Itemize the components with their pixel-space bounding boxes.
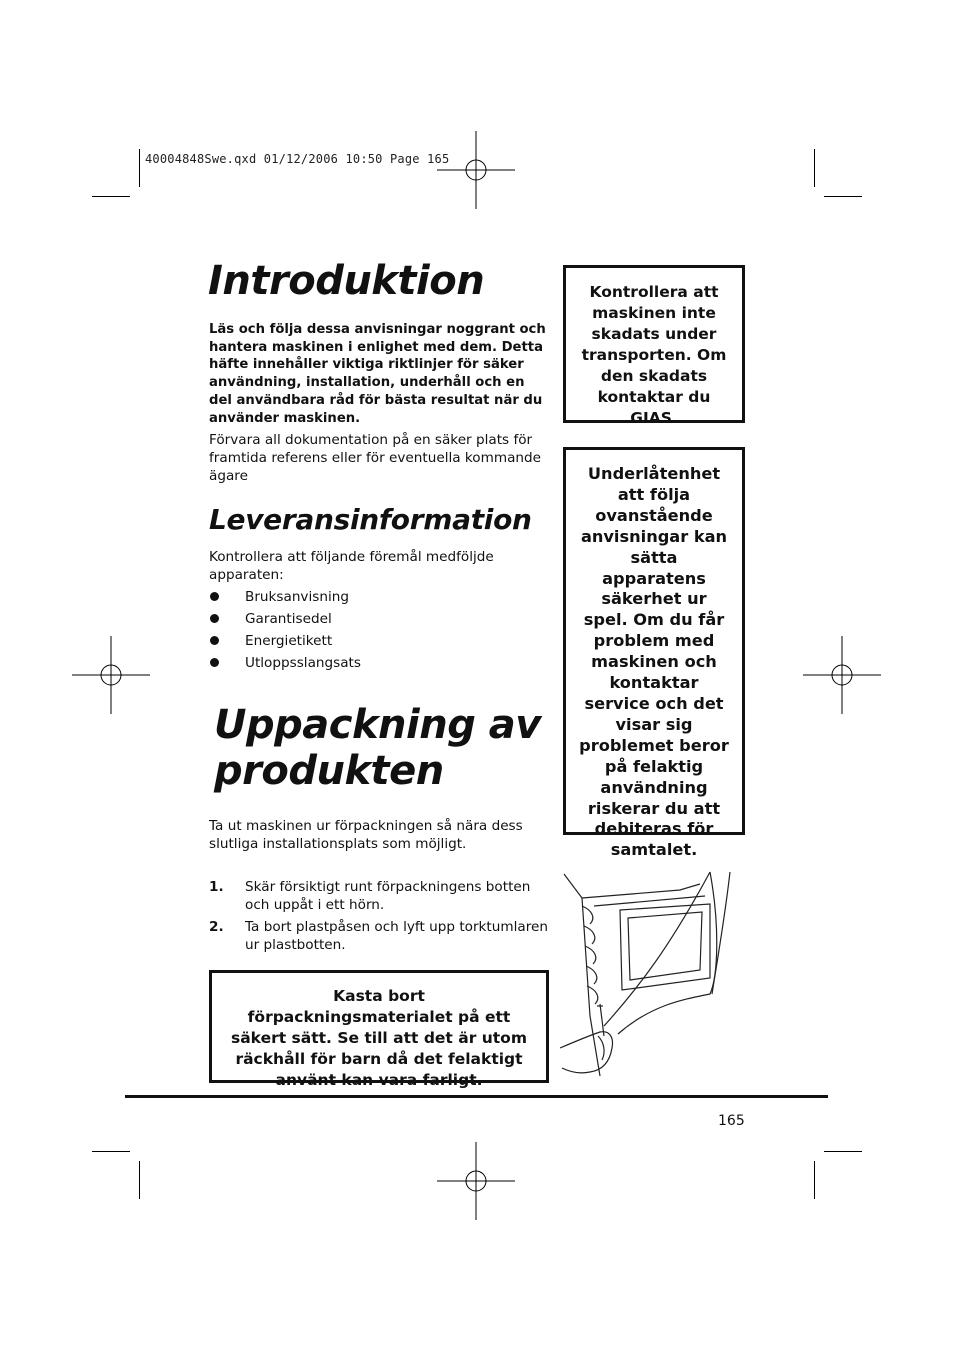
heading-leveransinformation: Leveransinformation xyxy=(209,503,532,536)
bullet-icon xyxy=(210,658,219,667)
crop-mark xyxy=(139,149,140,187)
registration-mark-icon xyxy=(437,131,515,209)
crop-mark xyxy=(824,1151,862,1152)
bullet-icon xyxy=(210,636,219,645)
list-item: 1. Skär försiktigt runt förpackningens botten och uppåt i ett hörn. xyxy=(209,879,531,913)
warning-box: Kasta bort förpackningsmaterialet på ett säkert sätt. Se till att det är utom räckhåll för barn då det felaktigt använt kan vara farligt. xyxy=(209,970,549,1083)
list-item: Garantisedel xyxy=(209,610,529,628)
print-slug: 40004848Swe.qxd 01/12/2006 10:50 Page 165 xyxy=(145,152,450,166)
list-item: Bruksanvisning xyxy=(209,588,529,606)
unpacking-steps xyxy=(209,878,554,958)
crop-mark xyxy=(92,1151,130,1152)
heading-introduktion: Introduktion xyxy=(208,258,485,304)
delivery-item-list xyxy=(209,588,529,676)
list-item: 2. Ta bort plastpåsen och lyft upp torktumlaren ur plastbotten. xyxy=(209,919,548,953)
failure-warning-box: Underlåtenhet att följa ovanstående anvisningar kan sätta apparatens säkerhet ur spel. Om du får problem med maskinen och kontaktar service och det visar sig problemet beror på felaktig användning riskerar du att debiteras för samtalet. xyxy=(563,447,745,835)
crop-mark xyxy=(92,196,130,197)
heading-uppackning: Uppackning av produkten xyxy=(214,702,541,794)
footer-rule xyxy=(125,1095,828,1098)
check-transport-box: Kontrollera att maskinen inte skadats under transporten. Om den skadats kontaktar du GIAS. xyxy=(563,265,745,423)
page-number: 165 xyxy=(718,1113,745,1129)
registration-mark-icon xyxy=(803,636,881,714)
bullet-icon xyxy=(210,614,219,623)
registration-mark-icon xyxy=(72,636,150,714)
unpacking-illustration xyxy=(560,866,735,1078)
bullet-icon xyxy=(210,592,219,601)
intro-bold-paragraph: Läs och följa dessa anvisningar noggrant och hantera maskinen i enlighet med dem. Detta häfte innehåller viktiga riktlinjer för säker användning, installation, underhåll och en del användbara råd för bästa resultat när du använder maskinen. xyxy=(209,322,546,426)
intro-body-paragraph: Förvara all dokumentation på en säker plats för framtida referens eller för eventuella kommande ägare xyxy=(209,432,542,484)
crop-mark xyxy=(814,149,815,187)
registration-mark-icon xyxy=(437,1142,515,1220)
crop-mark xyxy=(814,1161,815,1199)
list-item: Energietikett xyxy=(209,632,529,650)
list-item: Utloppsslangsats xyxy=(209,654,529,672)
delivery-lead: Kontrollera att följande föremål medföljde apparaten: xyxy=(209,549,494,583)
crop-mark xyxy=(139,1161,140,1199)
crop-mark xyxy=(824,196,862,197)
unpacking-lead: Ta ut maskinen ur förpackningen så nära dess slutliga installationsplats som möjligt. xyxy=(209,818,523,852)
